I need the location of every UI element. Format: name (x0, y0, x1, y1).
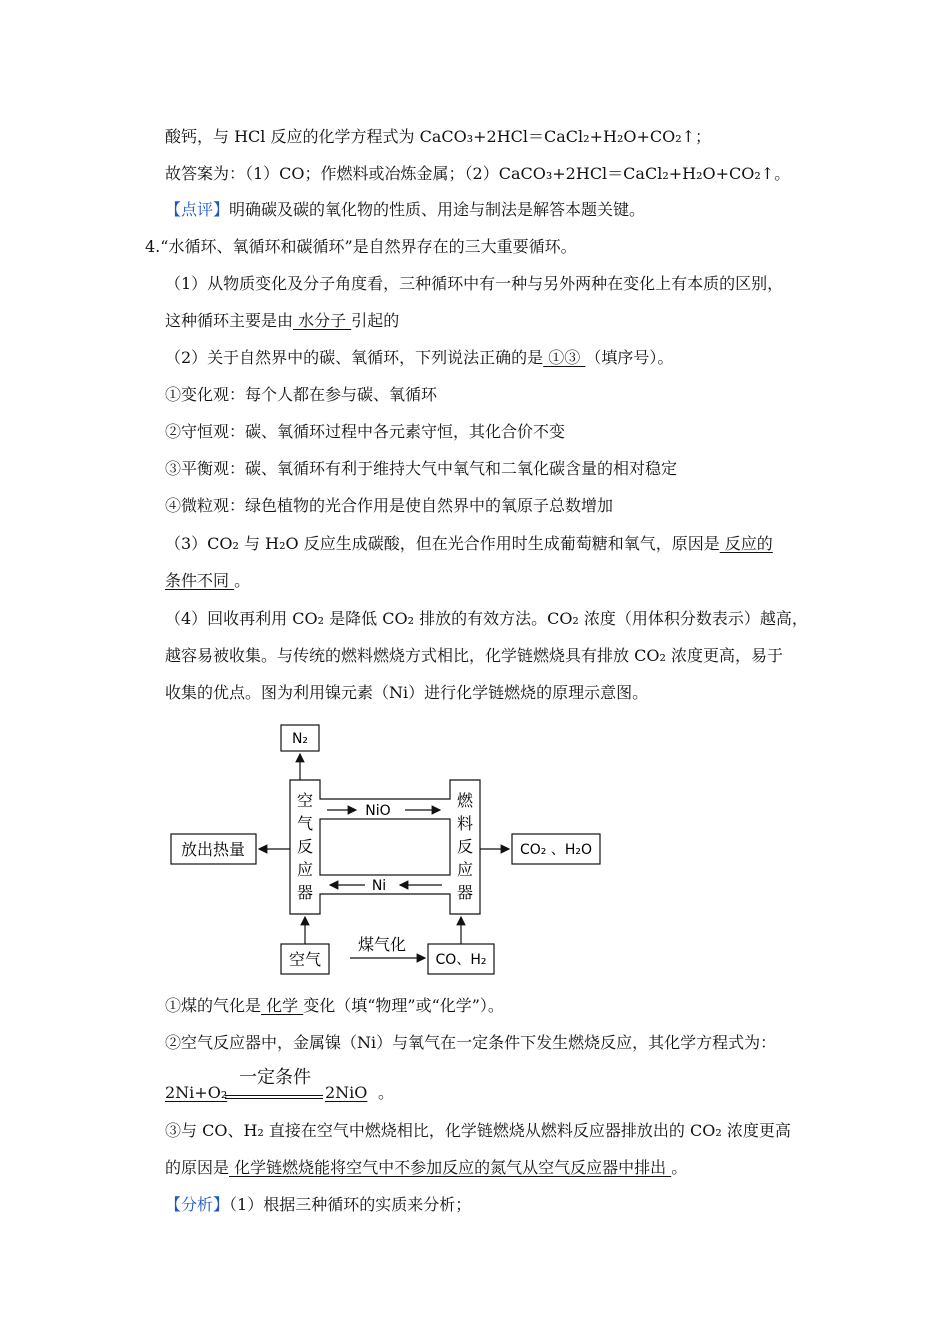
fuel-reactor-char: 应 (456, 860, 474, 879)
reactor-inner (320, 819, 450, 875)
option-line: ②守恒观：碳、氧循环过程中各元素守恒，其化合价不变 (165, 422, 566, 441)
analysis-line (165, 1194, 471, 1216)
answer-blank: ①③ (543, 348, 586, 367)
fuel-reactor-char: 料 (456, 814, 474, 833)
text-line (165, 533, 773, 555)
option-line: ④微粒观：绿色植物的光合作用是使自然界中的氧原子总数增加 (165, 496, 614, 515)
text-line (165, 1157, 687, 1179)
fuel-reactor-char: 器 (456, 883, 474, 902)
comment-line (165, 199, 645, 221)
option-line: ③平衡观：碳、氧循环有利于维持大气中氧气和二氧化碳含量的相对稳定 (165, 459, 678, 478)
equation-right: 2NiO (325, 1083, 368, 1102)
air-label: 空气 (288, 950, 322, 969)
equation-left: 2Ni+O₂ (165, 1083, 228, 1102)
answer-blank: 反应的 (719, 534, 773, 553)
heat-label: 放出热量 (180, 840, 246, 859)
nio-label: NiO (365, 803, 391, 819)
comment-tag: 【点评】 (165, 200, 230, 219)
analysis-tag: 【分析】 (165, 1195, 230, 1214)
syngas-label: CO、H₂ (435, 952, 487, 968)
air-reactor-char: 空 (296, 791, 314, 810)
text-line (165, 995, 504, 1017)
air-reactor-char: 反 (296, 837, 314, 856)
n2-label: N₂ (291, 731, 309, 747)
text-segment: ①煤的气化是 (165, 996, 262, 1015)
equation-bar (225, 1098, 323, 1099)
air-reactor-char: 气 (296, 814, 314, 833)
question-title: 4.“水循环、氧循环和碳循环”是自然界存在的三大重要循环。 (145, 237, 577, 256)
air-reactor-char: 器 (296, 883, 314, 902)
text-line: 酸钙，与 HCl 反应的化学方程式为 CaCO₃+2HCl＝CaCl₂+H₂O+CO₂↑； (165, 127, 712, 146)
answer-blank: 化学链燃烧能将空气中不参加反应的氮气从空气反应器中排出 (229, 1158, 672, 1177)
text-segment: 的原因是 (165, 1158, 230, 1177)
text-line: （4）回收再利用 CO₂ 是降低 CO₂ 排放的有效方法。CO₂ 浓度（用体积分数表示）越高， (165, 609, 808, 628)
text-line: ③与 CO、H₂ 直接在空气中燃烧相比，化学链燃烧从燃料反应器排放出的 CO₂ 浓度更高 (165, 1121, 791, 1140)
text-segment: 。 (671, 1158, 688, 1177)
gasification-label: 煤气化 (357, 935, 407, 954)
fuel-reactor-char: 燃 (456, 791, 474, 810)
text-segment: 。 (234, 571, 251, 590)
analysis-text: （1）根据三种循环的实质来分析； (229, 1195, 472, 1214)
text-segment: 引起的 (351, 311, 400, 330)
equation-line (165, 1068, 465, 1108)
fuel-reactor-char: 反 (456, 837, 474, 856)
text-line: （1）从物质变化及分子角度看，三种循环中有一种与另外两种在变化上有本质的区别， (165, 274, 784, 293)
text-segment: （3）CO₂ 与 H₂O 反应生成碳酸，但在光合作用时生成葡萄糖和氧气，原因是 (165, 534, 720, 553)
option-line: ①变化观：每个人都在参与碳、氧循环 (165, 385, 438, 404)
text-line (165, 570, 250, 592)
text-line: ②空气反应器中，金属镍（Ni）与氧气在一定条件下发生燃烧反应，其化学方程式为： (165, 1033, 777, 1052)
comment-text: 明确碳及碳的氧化物的性质、用途与制法是解答本题关键。 (229, 200, 646, 219)
chemical-looping-diagram (160, 718, 620, 983)
air-reactor-char: 应 (296, 860, 314, 879)
text-line: 越容易被收集。与传统的燃料燃烧方式相比，化学链燃烧具有排放 CO₂ 浓度更高，易于 (165, 646, 783, 665)
text-segment: 这种循环主要是由 (165, 311, 294, 330)
equation-condition: 一定条件 (239, 1067, 311, 1088)
ni-label: Ni (371, 878, 387, 894)
answer-blank: 化学 (261, 996, 304, 1015)
text-segment: 变化（填“物理”或“化学”）。 (303, 996, 504, 1015)
text-segment: 。 (378, 1083, 395, 1102)
text-segment: （2）关于自然界中的碳、氧循环，下列说法正确的是 (165, 348, 544, 367)
answer-blank: 水分子 (293, 311, 352, 330)
equation-bar (225, 1095, 323, 1096)
text-line: 收集的优点。图为利用镍元素（Ni）进行化学链燃烧的原理示意图。 (165, 683, 649, 702)
text-line (165, 347, 673, 369)
text-line: 故答案为：（1）CO；作燃料或冶炼金属；（2）CaCO₃+2HCl＝CaCl₂+H₂O+CO₂↑。 (165, 164, 791, 183)
products-label: CO₂ 、H₂O (519, 842, 593, 858)
answer-blank: 条件不同 (165, 571, 235, 590)
text-segment: （填序号）。 (585, 348, 674, 367)
text-line (165, 310, 399, 332)
